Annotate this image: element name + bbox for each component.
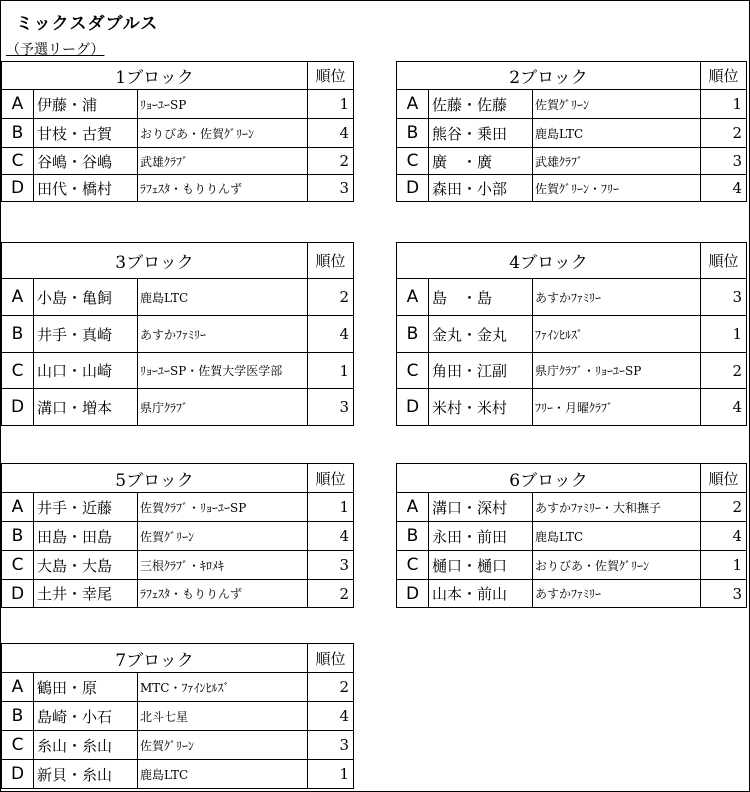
rank-value: 1 [308, 493, 354, 522]
club-name: 県庁ｸﾗﾌﾞ [138, 389, 308, 426]
entry-letter: C [397, 551, 429, 580]
table-row [2, 279, 354, 316]
block-table-3 [1, 242, 354, 426]
player-names: 永田・前田 [429, 522, 533, 551]
entry-letter: B [397, 119, 429, 148]
rank-value: 2 [308, 580, 354, 608]
entry-letter: D [397, 389, 429, 426]
rank-value: 1 [701, 551, 747, 580]
player-names: 熊谷・乗田 [429, 119, 533, 148]
club-name: ﾗﾌｪｽﾀ・もりりんず [138, 175, 308, 202]
block-title: 1ブロック [2, 62, 308, 90]
entry-letter: C [397, 353, 429, 389]
table-row [397, 493, 747, 522]
club-name: 武雄ｸﾗﾌﾞ [138, 148, 308, 175]
club-name: 県庁ｸﾗﾌﾞ・ﾘｮｰﾕｰSP [533, 353, 701, 389]
club-name: 佐賀ｸﾞﾘｰﾝ [533, 90, 701, 119]
rank-value: 2 [308, 148, 354, 175]
entry-letter: A [2, 90, 34, 119]
club-name: おりびあ・佐賀ｸﾞﾘｰﾝ [533, 551, 701, 580]
player-names: 廣 ・廣 [429, 148, 533, 175]
entry-letter: C [2, 148, 34, 175]
block-title: 5ブロック [2, 464, 308, 493]
entry-letter: D [2, 389, 34, 426]
table-row [397, 580, 747, 608]
block-title: 2ブロック [397, 62, 701, 90]
table-row [397, 119, 747, 148]
block-header-row [2, 243, 354, 279]
player-names: 大島・大島 [34, 551, 138, 580]
entry-letter: D [397, 175, 429, 202]
club-name: 北斗七星 [138, 702, 308, 731]
entry-letter: C [2, 551, 34, 580]
player-names: 甘枝・古賀 [34, 119, 138, 148]
block-table-2 [396, 61, 747, 202]
table-row [2, 731, 354, 760]
club-name: 鹿島LTC [138, 760, 308, 789]
rank-column-header: 順位 [308, 464, 354, 493]
player-names: 山口・山崎 [34, 353, 138, 389]
rank-value: 4 [308, 522, 354, 551]
club-name: 佐賀ｸﾞﾘｰﾝ [138, 731, 308, 760]
rank-value: 1 [308, 353, 354, 389]
block-header-row [397, 62, 747, 90]
entry-letter: A [2, 673, 34, 702]
entry-letter: B [397, 522, 429, 551]
player-names: 島崎・小石 [34, 702, 138, 731]
player-names: 小島・亀飼 [34, 279, 138, 316]
rank-value: 1 [308, 760, 354, 789]
player-names: 米村・米村 [429, 389, 533, 426]
table-row [2, 760, 354, 789]
block-title: 6ブロック [397, 464, 701, 493]
table-row [2, 389, 354, 426]
block-table-5 [1, 463, 354, 608]
player-names: 樋口・樋口 [429, 551, 533, 580]
club-name: 鹿島LTC [533, 119, 701, 148]
entry-letter: B [2, 702, 34, 731]
rank-value: 2 [701, 119, 747, 148]
rank-column-header: 順位 [308, 62, 354, 90]
club-name: 武雄ｸﾗﾌﾞ [533, 148, 701, 175]
table-row [397, 279, 747, 316]
club-name: ﾘｮｰﾕｰSP・佐賀大学医学部 [138, 353, 308, 389]
entry-letter: A [397, 90, 429, 119]
club-name: あすかﾌｧﾐﾘｰ [138, 316, 308, 353]
club-name: 三根ｸﾗﾌﾞ・ｷﾛﾒｷ [138, 551, 308, 580]
entry-letter: C [2, 731, 34, 760]
rank-value: 4 [308, 316, 354, 353]
entry-letter: B [2, 316, 34, 353]
club-name: あすかﾌｧﾐﾘｰ [533, 580, 701, 608]
player-names: 佐藤・佐藤 [429, 90, 533, 119]
block-title: 3ブロック [2, 243, 308, 279]
table-row [2, 316, 354, 353]
page-subtitle: （予選リーグ） [6, 42, 105, 58]
club-name: ﾗﾌｪｽﾀ・もりりんず [138, 580, 308, 608]
rank-value: 3 [701, 279, 747, 316]
club-name: あすかﾌｧﾐﾘｰ [533, 279, 701, 316]
rank-value: 3 [308, 731, 354, 760]
rank-value: 4 [308, 119, 354, 148]
entry-letter: B [397, 316, 429, 353]
entry-letter: A [397, 279, 429, 316]
table-row [2, 353, 354, 389]
table-row [397, 175, 747, 202]
rank-column-header: 順位 [701, 464, 747, 493]
player-names: 鶴田・原 [34, 673, 138, 702]
table-row [2, 673, 354, 702]
rank-value: 1 [701, 316, 747, 353]
table-row [2, 119, 354, 148]
player-names: 森田・小部 [429, 175, 533, 202]
table-row [397, 316, 747, 353]
entry-letter: D [2, 580, 34, 608]
player-names: 井手・真崎 [34, 316, 138, 353]
table-row [397, 148, 747, 175]
club-name: 佐賀ｸﾞﾘｰﾝ・ﾌﾘｰ [533, 175, 701, 202]
rank-value: 1 [701, 90, 747, 119]
rank-value: 4 [701, 175, 747, 202]
table-row [397, 551, 747, 580]
player-names: 島 ・島 [429, 279, 533, 316]
club-name: ﾘｮｰﾕｰSP [138, 90, 308, 119]
rank-value: 3 [701, 580, 747, 608]
club-name: ﾌﾘｰ・月曜ｸﾗﾌﾞ [533, 389, 701, 426]
rank-value: 2 [701, 353, 747, 389]
table-row [397, 389, 747, 426]
block-table-6 [396, 463, 747, 608]
player-names: 溝口・深村 [429, 493, 533, 522]
table-row [2, 90, 354, 119]
rank-value: 4 [701, 522, 747, 551]
table-row [2, 702, 354, 731]
rank-column-header: 順位 [308, 243, 354, 279]
club-name: おりびあ・佐賀ｸﾞﾘｰﾝ [138, 119, 308, 148]
table-row [2, 551, 354, 580]
player-names: 溝口・増本 [34, 389, 138, 426]
page-title: ミックスダブルス [16, 14, 159, 34]
player-names: 金丸・金丸 [429, 316, 533, 353]
table-row [397, 353, 747, 389]
club-name: MTC・ﾌｧｲﾝﾋﾙｽﾞ [138, 673, 308, 702]
rank-value: 4 [701, 389, 747, 426]
player-names: 伊藤・浦 [34, 90, 138, 119]
rank-value: 2 [308, 279, 354, 316]
club-name: ﾌｧｲﾝﾋﾙｽﾞ [533, 316, 701, 353]
entry-letter: A [2, 493, 34, 522]
table-row [397, 90, 747, 119]
entry-letter: D [397, 580, 429, 608]
club-name: あすかﾌｧﾐﾘｰ・大和撫子 [533, 493, 701, 522]
rank-value: 2 [308, 673, 354, 702]
rank-value: 3 [308, 389, 354, 426]
block-header-row [397, 243, 747, 279]
player-names: 谷嶋・谷嶋 [34, 148, 138, 175]
entry-letter: D [2, 175, 34, 202]
block-header-row [2, 464, 354, 493]
entry-letter: B [2, 119, 34, 148]
rank-value: 1 [308, 90, 354, 119]
player-names: 田島・田島 [34, 522, 138, 551]
club-name: 鹿島LTC [533, 522, 701, 551]
block-table-4 [396, 242, 747, 426]
rank-value: 3 [308, 551, 354, 580]
entry-letter: A [2, 279, 34, 316]
rank-column-header: 順位 [308, 644, 354, 673]
club-name: 佐賀ｸﾗﾌﾞ・ﾘｮｰﾕｰSP [138, 493, 308, 522]
player-names: 糸山・糸山 [34, 731, 138, 760]
block-title: 4ブロック [397, 243, 701, 279]
entry-letter: A [397, 493, 429, 522]
block-header-row [2, 62, 354, 90]
entry-letter: B [2, 522, 34, 551]
block-table-1 [1, 61, 354, 202]
player-names: 田代・橋村 [34, 175, 138, 202]
table-row [2, 148, 354, 175]
block-header-row [2, 644, 354, 673]
player-names: 井手・近藤 [34, 493, 138, 522]
player-names: 角田・江副 [429, 353, 533, 389]
table-row [2, 493, 354, 522]
rank-value: 2 [701, 493, 747, 522]
entry-letter: D [2, 760, 34, 789]
table-row [397, 522, 747, 551]
player-names: 新貝・糸山 [34, 760, 138, 789]
player-names: 山本・前山 [429, 580, 533, 608]
entry-letter: C [397, 148, 429, 175]
table-row [2, 580, 354, 608]
entry-letter: C [2, 353, 34, 389]
club-name: 佐賀ｸﾞﾘｰﾝ [138, 522, 308, 551]
block-title: 7ブロック [2, 644, 308, 673]
table-row [2, 522, 354, 551]
table-row [2, 175, 354, 202]
player-names: 土井・幸尾 [34, 580, 138, 608]
rank-value: 4 [308, 702, 354, 731]
rank-column-header: 順位 [701, 243, 747, 279]
rank-value: 3 [308, 175, 354, 202]
block-header-row [397, 464, 747, 493]
club-name: 鹿島LTC [138, 279, 308, 316]
rank-value: 3 [701, 148, 747, 175]
rank-column-header: 順位 [701, 62, 747, 90]
block-table-7 [1, 643, 354, 789]
